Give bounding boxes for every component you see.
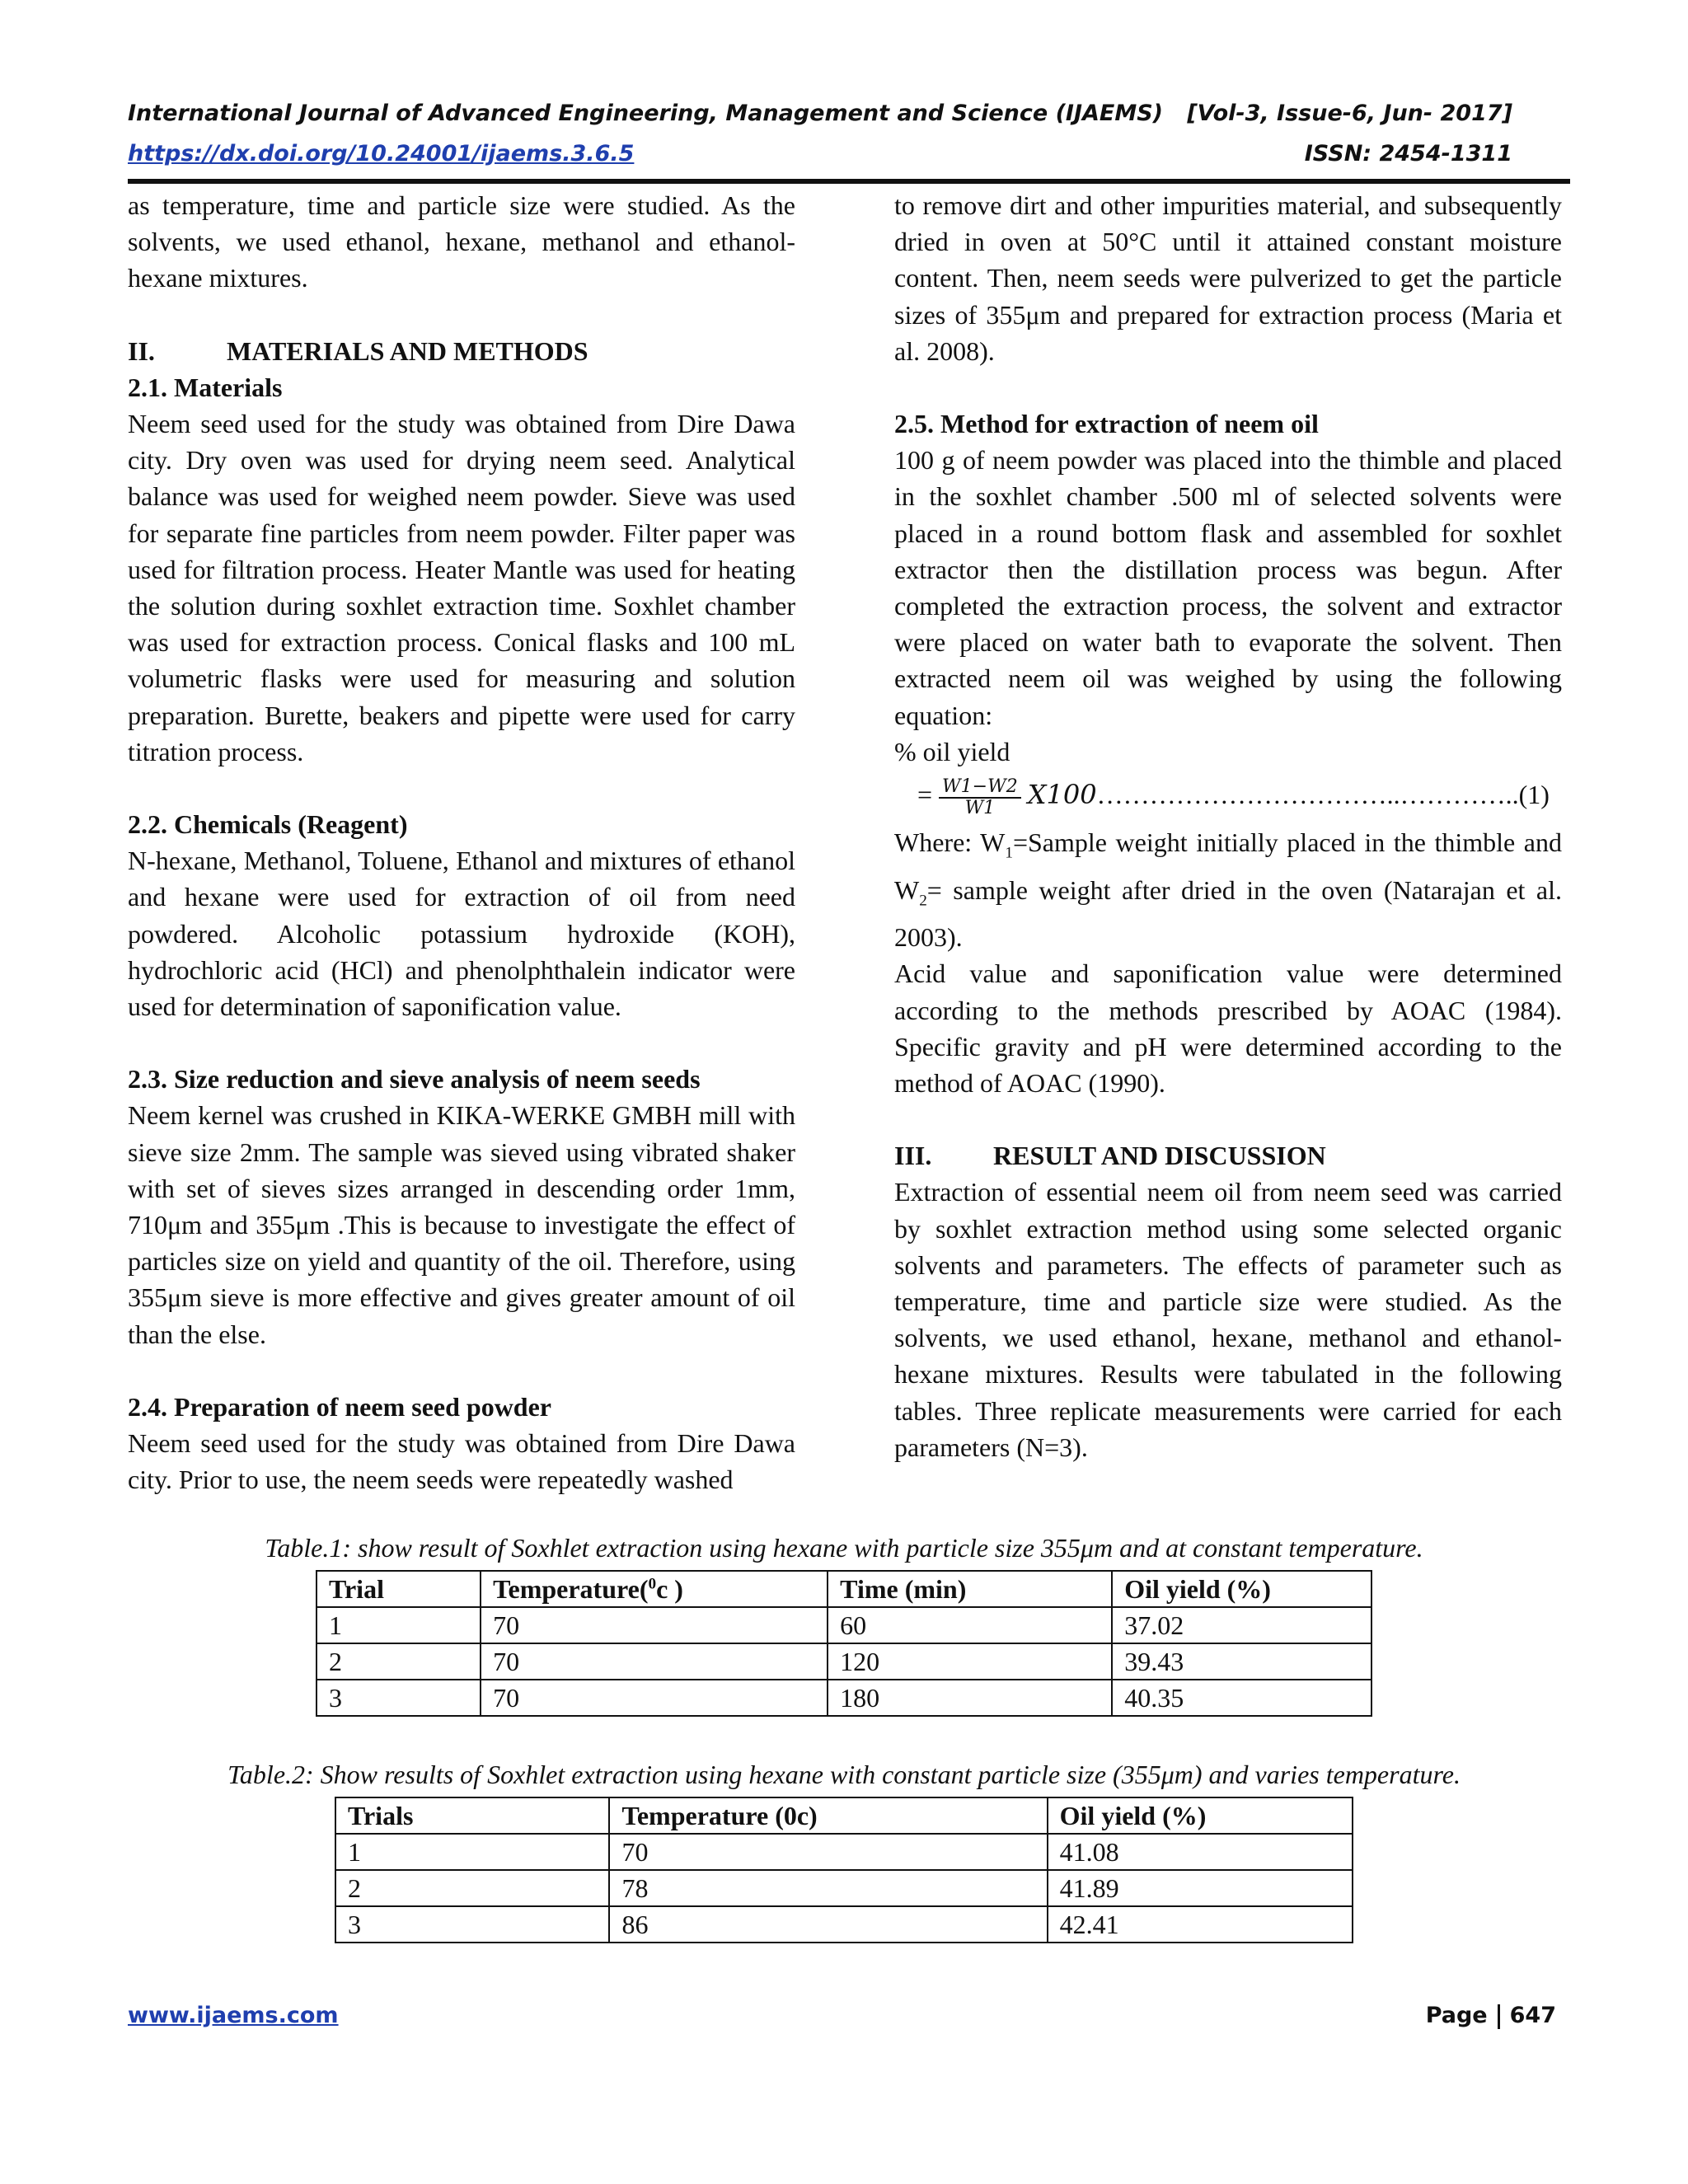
website-link[interactable]: www.ijaems.com — [128, 2003, 339, 2028]
where-definition: Where: $W_1=Sample$ weight initially placed in the thimble and $W_2=$ sample weight after dried in the oven (Natarajan et al. 2003). — [894, 827, 1562, 953]
table-row — [335, 1906, 1353, 1943]
column-header: Time (min) — [828, 1571, 1112, 1607]
paragraph: Extraction of essential neem oil from neem seed was carried by soxhlet extraction method using some selected organic solvents and parameters. The effects of parameter such as temperature, time and particle size were studied. As the solvents, we used ethanol, hexane, methanol and ethanol-hexane mixtures. Results were tabulated in the following tables. Three replicate measurements were carried for each parameters (N=3). — [894, 1177, 1562, 1462]
oil-yield-equation: = $\frac{W1-W2}{W1}$ X100……………………………..…………..(1) — [917, 776, 1550, 818]
table-row — [335, 1834, 1353, 1870]
table-header-row — [316, 1571, 1372, 1607]
table-cell: 120 — [828, 1643, 1112, 1680]
table-cell: 40.35 — [1112, 1680, 1372, 1716]
subsection-heading: 2.5. Method for extraction of neem oil — [894, 409, 1319, 439]
table1-caption: Table.1: show result of Soxhlet extraction using hexane with particle size 355μm and at constant temperature. — [265, 1533, 1423, 1563]
table-cell: 3 — [316, 1680, 481, 1716]
section-number: II. — [128, 335, 155, 366]
column-header: Trials — [335, 1797, 609, 1834]
paragraph: N-hexane, Methanol, Toluene, Ethanol and mixtures of ethanol and hexane were used for extraction of oil from need powdered. Alcoholic potassium hydroxide (KOH), hydrochloric acid (HCl) and phenolphthalein indicator were used for determination of saponification value. — [128, 846, 795, 1022]
table-row — [335, 1870, 1353, 1906]
paragraph: Neem seed used for the study was obtained from Dire Dawa city. Prior to use, the neem seeds were repeatedly washed — [128, 1428, 795, 1495]
table-cell: 60 — [828, 1607, 1112, 1643]
table-row — [316, 1643, 1372, 1680]
table1 — [316, 1570, 1372, 1717]
column-header: Temperature($^0$c ) — [481, 1571, 828, 1607]
table-cell: 70 — [609, 1834, 1047, 1870]
section-heading-results — [894, 1137, 1562, 1174]
column-header: Oil yield (%) — [1112, 1571, 1372, 1607]
section-number: III. — [894, 1141, 932, 1171]
page-label: Page — [1425, 2003, 1488, 2028]
table-header-row — [335, 1797, 1353, 1834]
table-cell: 41.89 — [1048, 1870, 1353, 1906]
subsection-heading: 2.2. Chemicals (Reagent) — [128, 809, 408, 840]
subsection-heading: 2.4. Preparation of neem seed powder — [128, 1391, 551, 1422]
section-title: MATERIALS AND METHODS — [227, 335, 588, 366]
equation-fraction — [939, 777, 1021, 818]
right-column — [894, 187, 1562, 1465]
paragraph: Neem seed used for the study was obtained from Dire Dawa city. Dry oven was used for drying neem seed. Analytical balance was used for weighed neem powder. Sieve was used for separate fine particles from neem powder. Filter paper was used for filtration process. Heater Mantle was used for heating the solution during soxhlet extraction time. Soxhlet chamber was used for extraction process. Conical flasks and 100 mL volumetric flasks were used for measuring and solution preparation. Burette, beakers and pipette were used for carry titration process. — [128, 409, 795, 766]
table-cell: 70 — [481, 1643, 828, 1680]
table2 — [335, 1797, 1353, 1943]
equation-numerator: W1−W2 — [939, 777, 1021, 799]
table-cell: 42.41 — [1048, 1906, 1353, 1943]
equation-number: ……………………………..…………..(1) — [1096, 780, 1550, 810]
table-cell: 2 — [316, 1643, 481, 1680]
section-title: RESULT AND DISCUSSION — [993, 1141, 1326, 1171]
paragraph: to remove dirt and other impurities material, and subsequently dried in oven at 50°C until it attained constant moisture content. Then, neem seeds were pulverized to get the particle sizes of 355μm and prepared for extraction process (Maria et al. 2008). — [894, 190, 1562, 366]
journal-title: International Journal of Advanced Engineering, Management and Science (IJAEMS) — [128, 101, 1164, 126]
table-cell: 180 — [828, 1680, 1112, 1716]
column-header: Trial — [316, 1571, 481, 1607]
table-cell: 70 — [481, 1607, 828, 1643]
intro-tail: as temperature, time and particle size were studied. As the solvents, we used ethanol, hexane, methanol and ethanol-hexane mixtures. — [128, 190, 795, 293]
column-header: Temperature (0c) — [609, 1797, 1047, 1834]
table-cell: 70 — [481, 1680, 828, 1716]
section-heading-materials — [128, 333, 795, 369]
paragraph: Neem kernel was crushed in KIKA-WERKE GMBH mill with sieve size 2mm. The sample was sieved using vibrated shaker with set of sieves sizes arranged in descending order 1mm, 710μm and 355μm .This is because to investigate the effect of particles size on yield and quantity of the oil. Therefore, using 355μm sieve is more effective and gives greater amount of oil than the else. — [128, 1100, 795, 1349]
table-cell: 1 — [335, 1834, 609, 1870]
issn: ISSN: 2454-1311 — [1304, 141, 1512, 166]
column-header: Oil yield (%) — [1048, 1797, 1353, 1834]
paragraph: 100 g of neem powder was placed into the thimble and placed in the soxhlet chamber .500 ml of selected solvents were placed in a round bottom flask and assembled for soxhlet extractor then the distillation process was begun. After completed the extraction process, the solvent and extractor were placed on water bath to evaporate the solvent. Then extracted neem oil was weighed by using the following equation: — [894, 445, 1562, 730]
table-cell: 3 — [335, 1906, 609, 1943]
table-cell: 39.43 — [1112, 1643, 1372, 1680]
table-cell: 86 — [609, 1906, 1047, 1943]
table-cell: 41.08 — [1048, 1834, 1353, 1870]
table-cell: 2 — [335, 1870, 609, 1906]
table-cell: 78 — [609, 1870, 1047, 1906]
volume-info: [Vol-3, Issue-6, Jun- 2017] — [1187, 101, 1512, 126]
page-number — [1426, 2003, 1556, 2029]
doi-header — [128, 141, 1512, 169]
equation-denominator: W1 — [964, 797, 996, 818]
page-number-value: 647 — [1509, 2003, 1556, 2028]
page-separator — [1498, 2004, 1500, 2029]
table-cell: 37.02 — [1112, 1607, 1372, 1643]
table-cell: 1 — [316, 1607, 481, 1643]
table2-caption: Table.2: Show results of Soxhlet extraction using hexane with constant particle size (355μm) and varies temperature. — [227, 1760, 1461, 1789]
journal-header — [128, 101, 1512, 129]
header-rule — [128, 179, 1570, 184]
equation-multiplier: X100 — [1027, 779, 1097, 811]
subsection-heading: 2.1. Materials — [128, 372, 283, 402]
table-row — [316, 1680, 1372, 1716]
doi-link[interactable]: https://dx.doi.org/10.24001/ijaems.3.6.5 — [128, 141, 635, 166]
subsection-heading: 2.3. Size reduction and sieve analysis of neem seeds — [128, 1064, 701, 1094]
left-column — [128, 187, 795, 1498]
table-row — [316, 1607, 1372, 1643]
equation-label: % oil yield — [894, 736, 1010, 766]
paragraph: Acid value and saponification value were determined according to the methods prescribed by AOAC (1984). Specific gravity and pH were determined according to the method of AOAC (1990). — [894, 958, 1562, 1099]
